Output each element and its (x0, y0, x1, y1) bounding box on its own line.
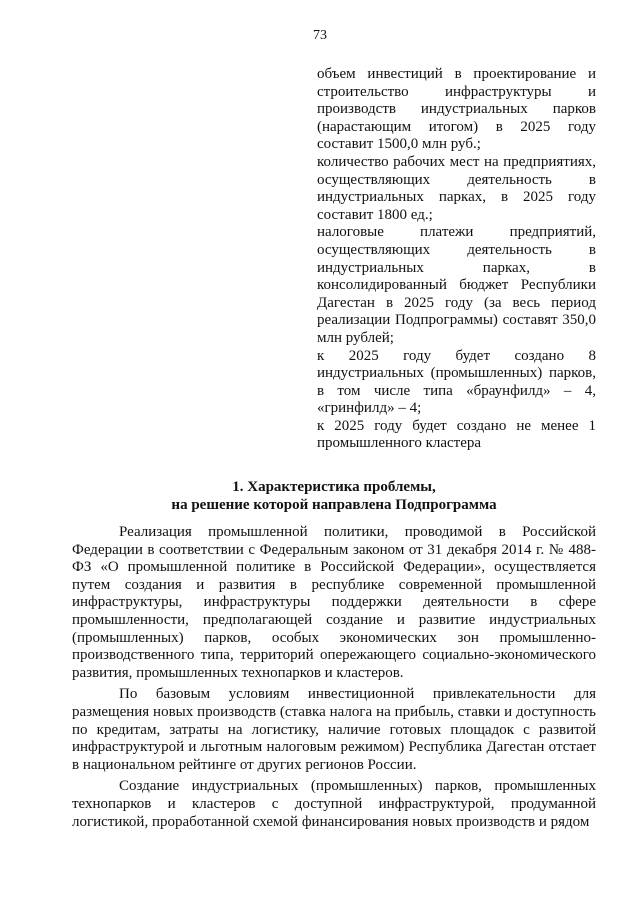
target-indicators-list (317, 66, 596, 453)
section-heading-line: на решение которой направлена Подпрограмма (171, 497, 497, 513)
body-paragraph: Создание индустриальных (промышленных) парков, промышленных технопарков и кластеров с доступной инфраструктурой, продуманной логистикой, проработанной схемой финансирования новых производств и рядом (72, 778, 596, 830)
indicator-item: объем инвестиций в проектирование и строительство инфраструктуры и производств индустриальных парков (нарастающим итогом) в 2025 году составит 1500,0 млн руб.; (317, 66, 596, 153)
indicator-item: количество рабочих мест на предприятиях, осуществляющих деятельность в индустриальных парках, в 2025 году составит 1800 ед.; (317, 153, 596, 223)
body-paragraph: По базовым условиям инвестиционной привлекательности для размещения новых производств (ставка налога на прибыль, ставки и доступность по кредитам, затраты на логистику, наличие готовых площадок с развитой инфраструктурой и льготным налоговым режимом) Республика Дагестан отстает в национальном рейтинге от других регионов России. (72, 686, 596, 773)
indicator-item: к 2025 году будет создано не менее 1 промышленного кластера (317, 417, 596, 452)
indicator-item: к 2025 году будет создано 8 индустриальных (промышленных) парков, в том числе типа «браунфилд» – 4, «гринфилд» – 4; (317, 347, 596, 417)
indicator-item: налоговые платежи предприятий, осуществляющих деятельность в индустриальных парках, в консолидированный бюджет Республики Дагестан в 2025 году (за весь период реализации Подпрограммы) составят 350,0 млн рублей; (317, 224, 596, 346)
section-heading (72, 478, 596, 514)
section-body (72, 524, 596, 835)
section-heading-line: 1. Характеристика проблемы, (232, 479, 436, 495)
page-number: 73 (313, 28, 327, 43)
body-paragraph: Реализация промышленной политики, проводимой в Российской Федерации в соответствии с Федеральным законом от 31 декабря 2014 г. № 488-ФЗ «О промышленной политике в Российской Федерации», осуществляется путем создания и развития в республике современной промышленной инфраструктуры, инфраструктуры поддержки деятельности в сфере промышленности, предполагающей создание и развитие индустриальных (промышленных) парков, особых экономических зон промышленно-производственного типа, территорий опережающего социально-экономического развития, промышленных технопарков и кластеров. (72, 524, 596, 681)
